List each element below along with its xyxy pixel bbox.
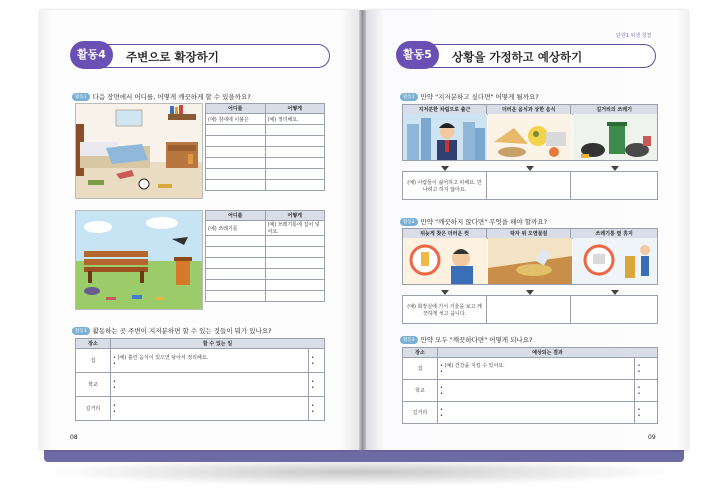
answer-cell[interactable]	[265, 258, 325, 269]
book-shadow	[40, 458, 680, 486]
example-text: • (예) 건강을 지킬 수 있어요.	[440, 363, 505, 369]
answer-cell[interactable]	[438, 358, 635, 380]
bullet: •	[637, 362, 641, 369]
activity-badge: 활동5	[396, 41, 439, 69]
answer-cell[interactable]	[206, 136, 266, 147]
col-header: 할 수 있는 일	[111, 339, 325, 349]
col-header: 쓰레기통 옆 휴지	[571, 229, 658, 239]
answer-cell[interactable]	[206, 247, 266, 258]
bullet: •	[637, 406, 641, 413]
book-cover-edge	[44, 448, 684, 462]
question-chip: 활동3	[72, 327, 90, 335]
question-chip: 활동1	[400, 93, 418, 101]
row-label: 학교	[76, 373, 111, 397]
example-cell: (예) 정리해요.	[265, 114, 325, 125]
answer-cell[interactable]	[206, 280, 266, 291]
bullet: •	[440, 369, 443, 375]
answer-cell[interactable]	[265, 180, 325, 191]
question-chip: 활동3	[400, 336, 418, 344]
bullet: •	[311, 384, 315, 391]
row-label: 학교	[403, 380, 438, 402]
trashcan-tissue-image	[573, 238, 657, 284]
col-header: 예상되는 결과	[438, 348, 658, 358]
question-chip: 활동1	[72, 93, 90, 101]
example-cell: (예) 쓰레기통에 집어 넣어요.	[265, 221, 325, 236]
arrow-down-icon	[526, 166, 534, 171]
col-header: 어디를	[206, 104, 266, 114]
answer-cell[interactable]	[571, 296, 658, 324]
answer-cell[interactable]	[635, 380, 658, 402]
question-text: 만약 "지저분하고 싶다면" 어떻게 될까요?	[420, 93, 539, 101]
bullet: •	[311, 402, 315, 409]
col-header: 뒤늦게 찾은 더러운 컷	[403, 229, 487, 239]
answer-cell[interactable]	[265, 169, 325, 180]
answer-cell[interactable]	[206, 158, 266, 169]
answer-cell[interactable]	[309, 349, 325, 373]
question-text: 만약 "깨끗하지 않다면" 무엇을 해야 할까요?	[420, 218, 548, 226]
bullet: •	[637, 384, 641, 391]
bullet: •	[637, 412, 641, 419]
activity-title: 상황을 가정하고 예상하기	[452, 50, 583, 64]
bullet: •	[440, 390, 443, 397]
col-header: 길거리의 쓰레기	[571, 105, 658, 115]
bullet: •	[440, 406, 443, 413]
answer-cell[interactable]	[206, 236, 266, 247]
question-3	[72, 326, 272, 335]
right-page	[366, 10, 688, 450]
answer-cell[interactable]	[265, 280, 325, 291]
bullet: •	[440, 412, 443, 419]
arrow-down-icon	[441, 166, 449, 171]
col-header: 탁자 위 오염물질	[487, 229, 571, 239]
bullet: •	[113, 408, 116, 415]
col-header: 어디를	[206, 211, 266, 221]
question-1	[72, 92, 251, 101]
messy-park-image	[75, 210, 203, 310]
table-spill-image	[488, 238, 572, 284]
example-cell: (예) 쓰레기를	[206, 221, 266, 236]
answer-cell[interactable]	[111, 397, 309, 421]
answer-cell[interactable]	[206, 147, 266, 158]
bullet: •	[113, 361, 116, 367]
arrow-down-icon	[441, 290, 449, 295]
answer-cell[interactable]	[265, 247, 325, 258]
bullet: •	[311, 378, 315, 385]
row-label: 길거리	[403, 402, 438, 424]
question-1	[400, 92, 539, 101]
answer-cell[interactable]	[265, 136, 325, 147]
left-page	[40, 10, 359, 450]
page-number: 08	[70, 434, 78, 441]
col-header: 더러운 음식과 상한 음식	[487, 105, 571, 115]
street-trash-image	[573, 114, 657, 160]
answer-cell[interactable]	[265, 147, 325, 158]
example-cell: (예) 침대에 이불은	[206, 114, 266, 125]
answer-cell[interactable]	[487, 172, 571, 200]
dirty-mouth-image	[403, 238, 487, 284]
answer-cell[interactable]	[309, 373, 325, 397]
bullet: •	[113, 402, 116, 409]
answer-cell[interactable]	[309, 397, 325, 421]
example-cell: (예) 화장실에 가서 거울을 보고 깨끗하게 씻고 옵니다.	[403, 296, 487, 324]
bullet: •	[637, 368, 641, 375]
bullet: •	[113, 378, 116, 385]
answer-cell[interactable]	[111, 349, 309, 373]
row-label: 집	[76, 349, 111, 373]
answer-cell[interactable]	[635, 358, 658, 380]
answer-cell[interactable]	[206, 269, 266, 280]
bullet: •	[311, 408, 315, 415]
answer-cell[interactable]	[206, 169, 266, 180]
arrow-down-icon	[611, 166, 619, 171]
answer-cell[interactable]	[265, 158, 325, 169]
answer-cell[interactable]	[206, 258, 266, 269]
chapter-note: 단원1 위생 청결	[616, 33, 652, 39]
bullet: •	[311, 360, 315, 367]
col-header: 어떻게	[265, 104, 325, 114]
spoiled-food-image	[488, 114, 572, 160]
answer-cell[interactable]	[635, 402, 658, 424]
table-1	[205, 103, 325, 191]
question-2	[400, 217, 547, 226]
answer-cell[interactable]	[438, 380, 635, 402]
table-3	[75, 338, 325, 421]
col-header: 지저분한 차림으로 출근	[403, 105, 487, 115]
arrow-down-icon	[526, 290, 534, 295]
messy-bedroom-image	[75, 103, 203, 199]
table-2	[205, 210, 325, 302]
answer-cell[interactable]	[206, 125, 266, 136]
bullet: •	[637, 390, 641, 397]
activity-title: 주변으로 확장하기	[126, 50, 219, 64]
arrow-down-icon	[611, 290, 619, 295]
answer-cell[interactable]	[265, 269, 325, 280]
question-text: 다음 장면에서 어디를, 어떻게 깨끗하게 할 수 있을까요?	[92, 93, 251, 101]
answer-cell[interactable]	[487, 296, 571, 324]
page-number: 09	[648, 434, 656, 441]
question-text: 만약 모두 "깨끗하다면" 어떻게 되나요?	[420, 336, 533, 344]
messy-commuter-image	[403, 114, 487, 160]
col-header: 장소	[403, 348, 438, 358]
answer-cell[interactable]	[206, 180, 266, 191]
bullet: •	[311, 354, 315, 361]
question-3	[400, 335, 532, 344]
col-header: 어떻게	[265, 211, 325, 221]
answer-cell[interactable]	[265, 125, 325, 136]
question-chip: 활동2	[400, 218, 418, 226]
example-text: • (예) 흘린 음식이 있으면 닦아서 정리해요.	[113, 355, 209, 361]
bullet: •	[113, 384, 116, 391]
activity-badge: 활동4	[70, 41, 113, 69]
answer-cell[interactable]	[571, 172, 658, 200]
answer-cell[interactable]	[438, 402, 635, 424]
question-text: 활동하는 곳 주변이 지저분하면 할 수 있는 것들이 뭐가 있나요?	[92, 327, 272, 335]
answer-cell[interactable]	[265, 236, 325, 247]
col-header: 장소	[76, 339, 111, 349]
table-3	[402, 347, 658, 424]
answer-cell[interactable]	[206, 291, 266, 302]
answer-cell[interactable]	[265, 291, 325, 302]
bullet: •	[440, 384, 443, 391]
row-label: 길거리	[76, 397, 111, 421]
example-cell: (예) 사람들이 싫어하고 피해요. 만나려고 하지 않아요.	[403, 172, 487, 200]
answer-cell[interactable]	[111, 373, 309, 397]
book-spine	[359, 10, 366, 450]
row-label: 집	[403, 358, 438, 380]
